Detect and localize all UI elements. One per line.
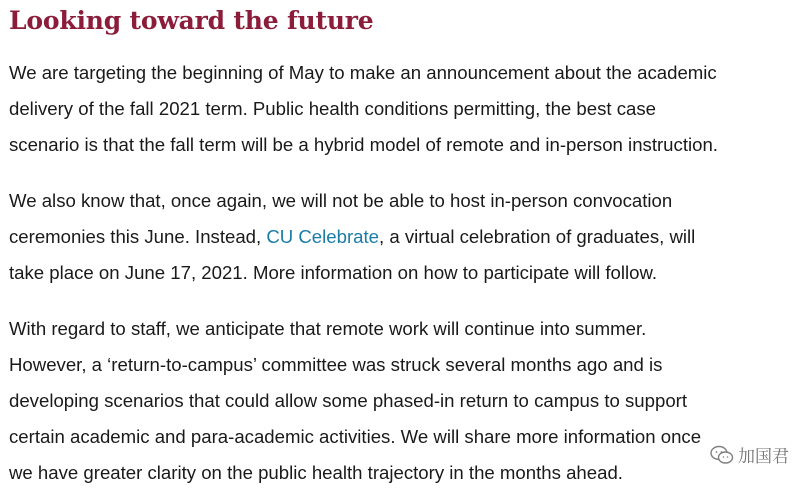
paragraph-line: We are targeting the beginning of May to make an announcement about the academic (9, 62, 717, 83)
cu-celebrate-link[interactable]: CU Celebrate (266, 226, 380, 247)
paragraph-line: delivery of the fall 2021 term. Public health conditions permitting, the best case (9, 98, 657, 119)
paragraph-staff (9, 311, 701, 491)
paragraph-line: However, a ‘return-to-campus’ committee was struck several months ago and is (9, 354, 663, 375)
paragraph-line: scenario is that the fall term will be a hybrid model of remote and in-person instruction. (9, 134, 718, 155)
paragraph-line: We also know that, once again, we will not be able to host in-person convocation (9, 190, 673, 211)
paragraph-academic-delivery (9, 55, 718, 163)
section-heading: Looking toward the future (9, 6, 374, 35)
watermark (710, 442, 789, 467)
paragraph-line: developing scenarios that could allow some phased-in return to campus to support (9, 390, 688, 411)
paragraph-line: we have greater clarity on the public health trajectory in the months ahead. (9, 462, 623, 483)
paragraph-convocation (9, 183, 695, 291)
wechat-icon (710, 445, 734, 465)
watermark-text: 加国君 (738, 447, 789, 467)
text-segment: , a virtual celebration of graduates, will (379, 226, 696, 247)
text-segment: ceremonies this June. Instead, (9, 226, 267, 247)
paragraph-line: With regard to staff, we anticipate that remote work will continue into summer. (9, 318, 647, 339)
paragraph-line-with-link (9, 219, 695, 255)
paragraph-line: certain academic and para-academic activities. We will share more information once (9, 426, 702, 447)
paragraph-line: take place on June 17, 2021. More information on how to participate will follow. (9, 262, 658, 283)
